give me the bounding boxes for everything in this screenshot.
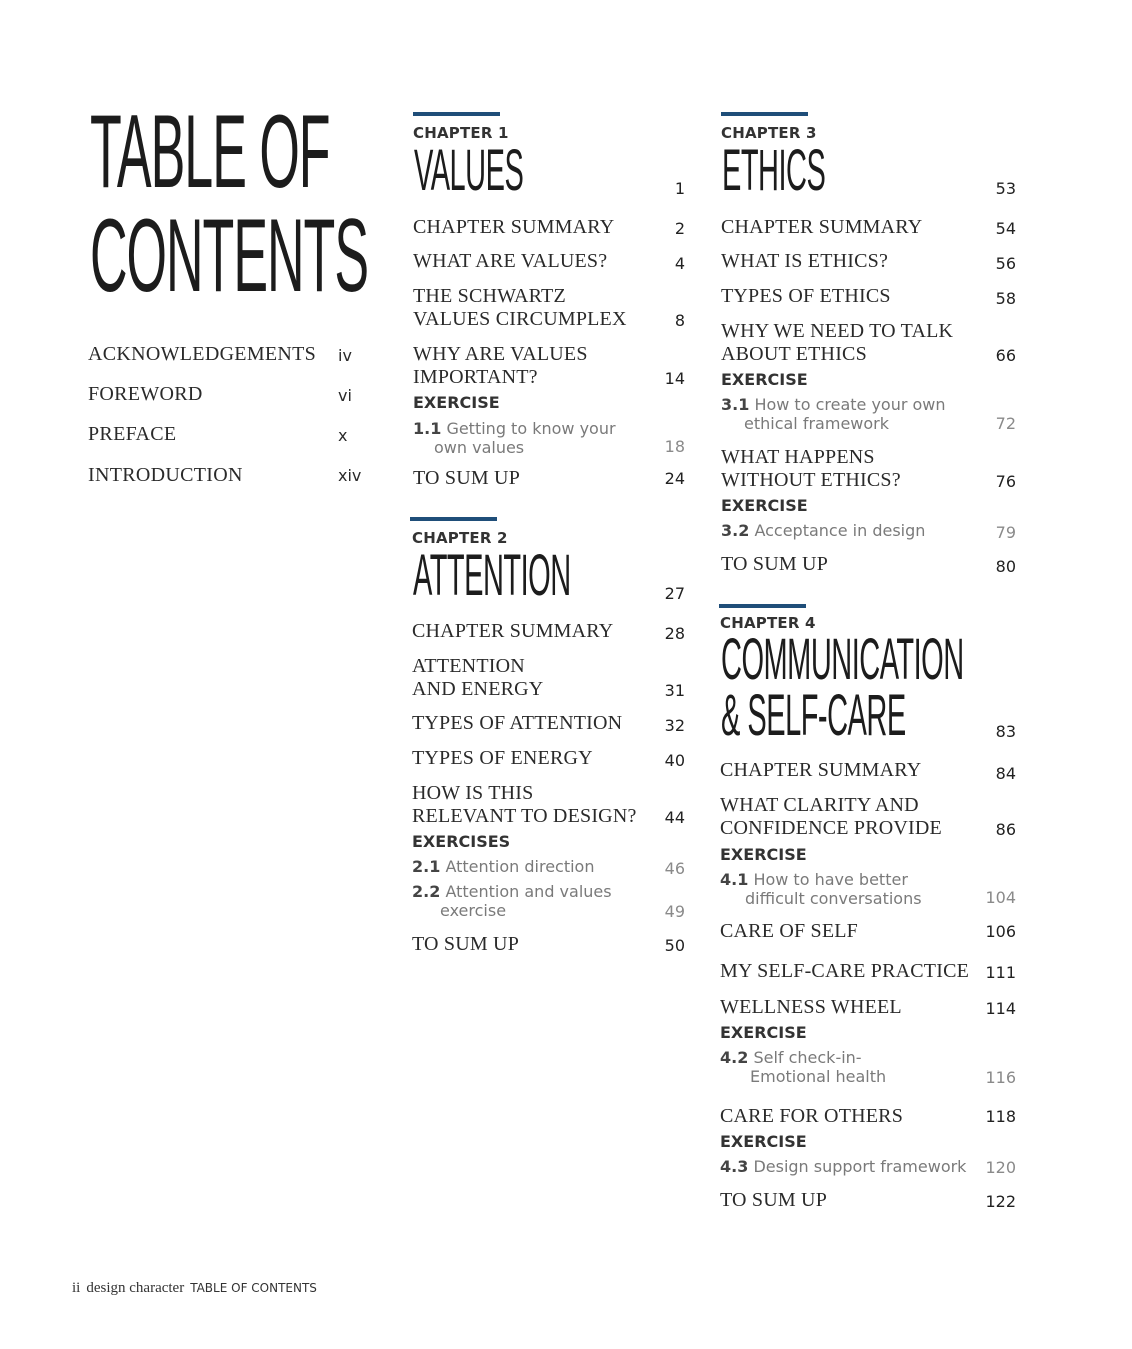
toc-entry-line: WHY WE NEED TO TALK xyxy=(721,320,954,342)
toc-entry-introduction[interactable]: INTRODUCTION xyxy=(88,464,243,486)
exercise-title: Attention and values xyxy=(445,882,612,901)
toc-page: 79 xyxy=(995,523,1016,542)
exercise-title: Getting to know your xyxy=(446,419,616,438)
toc-page: 58 xyxy=(995,289,1016,308)
exercise-item[interactable] xyxy=(720,1048,886,1086)
toc-page: 122 xyxy=(985,1192,1016,1211)
toc-entry-line: ATTENTION xyxy=(412,655,525,677)
chapter-1-page: 1 xyxy=(674,179,685,198)
exercise-heading: EXERCISE xyxy=(413,393,500,412)
toc-entry[interactable] xyxy=(413,343,588,389)
toc-entry[interactable] xyxy=(413,285,627,331)
toc-page: 104 xyxy=(985,888,1016,907)
toc-page: 46 xyxy=(664,859,685,878)
footer-section-title: TABLE OF CONTENTS xyxy=(190,1281,317,1295)
toc-entry-line: THE SCHWARTZ xyxy=(413,285,566,307)
chapter-2-accent-bar xyxy=(410,517,497,521)
exercise-number: 2.1 xyxy=(412,857,441,876)
page-footer xyxy=(72,1279,317,1297)
toc-entry-line: CONFIDENCE PROVIDE xyxy=(720,817,942,839)
toc-entry-line: VALUES CIRCUMPLEX xyxy=(413,308,627,330)
toc-page-introduction: xiv xyxy=(338,466,362,485)
toc-entry-line: WHAT CLARITY AND xyxy=(720,794,919,816)
chapter-3-page: 53 xyxy=(995,179,1016,198)
chapter-3-label: CHAPTER 3 xyxy=(721,124,817,142)
toc-entry-preface[interactable]: PREFACE xyxy=(88,423,177,445)
toc-page: 32 xyxy=(664,716,685,735)
toc-page: 86 xyxy=(995,820,1016,839)
chapter-4-label: CHAPTER 4 xyxy=(720,614,816,632)
toc-page-foreword: vi xyxy=(338,386,352,405)
toc-page: 50 xyxy=(664,936,685,955)
toc-entry-sum-up[interactable]: TO SUM UP xyxy=(720,1189,828,1211)
toc-entry-sum-up[interactable]: TO SUM UP xyxy=(721,553,829,575)
toc-entry[interactable] xyxy=(721,446,901,492)
exercise-number: 4.2 xyxy=(720,1048,749,1067)
chapter-2-title[interactable]: ATTENTION xyxy=(413,543,571,608)
chapter-2-page: 27 xyxy=(664,584,685,603)
toc-page: 114 xyxy=(985,999,1016,1018)
chapter-1-accent-bar xyxy=(413,112,500,116)
toc-entry[interactable] xyxy=(720,794,942,840)
chapter-4-accent-bar xyxy=(719,604,806,608)
exercise-number: 3.1 xyxy=(721,395,750,414)
toc-entry-line: RELEVANT TO DESIGN? xyxy=(412,805,637,827)
toc-page: 80 xyxy=(995,557,1016,576)
exercise-title: Attention direction xyxy=(445,857,595,876)
toc-entry[interactable]: WHAT IS ETHICS? xyxy=(721,250,889,272)
exercise-number: 2.2 xyxy=(412,882,441,901)
exercise-number: 1.1 xyxy=(413,419,442,438)
chapter-3-accent-bar xyxy=(721,112,808,116)
page-title-line-1: TABLE OF xyxy=(90,94,330,210)
exercise-number: 4.1 xyxy=(720,870,749,889)
toc-entry[interactable]: CHAPTER SUMMARY xyxy=(720,759,922,781)
toc-page: 66 xyxy=(995,346,1016,365)
exercise-heading: EXERCISE xyxy=(720,1023,807,1042)
footer-book-title: design character xyxy=(86,1280,185,1296)
exercise-number: 4.3 xyxy=(720,1157,749,1176)
toc-page: 116 xyxy=(985,1068,1016,1087)
toc-page: 111 xyxy=(985,963,1016,982)
toc-page: 49 xyxy=(664,902,685,921)
chapter-3-title[interactable]: ETHICS xyxy=(722,138,826,203)
chapter-4-title-line-2: & SELF-CARE xyxy=(721,683,906,748)
exercise-title: Self check-in- xyxy=(753,1048,862,1067)
toc-page: 24 xyxy=(664,469,685,488)
page-title-line-2: CONTENTS xyxy=(90,198,368,314)
toc-page: 31 xyxy=(664,681,685,700)
toc-page: 14 xyxy=(664,369,685,388)
toc-entry[interactable]: WHAT ARE VALUES? xyxy=(413,250,608,272)
toc-page: 40 xyxy=(664,751,685,770)
toc-page-preface: x xyxy=(338,426,348,445)
toc-page: 56 xyxy=(995,254,1016,273)
chapter-1-title[interactable]: VALUES xyxy=(414,138,524,203)
exercise-title-line: ethical framework xyxy=(744,414,889,433)
toc-entry[interactable]: CHAPTER SUMMARY xyxy=(721,216,923,238)
toc-entry-foreword[interactable]: FOREWORD xyxy=(88,383,203,405)
toc-entry-line: WHAT HAPPENS xyxy=(721,446,875,468)
toc-entry[interactable]: CARE OF SELF xyxy=(720,920,858,942)
toc-page: 106 xyxy=(985,922,1016,941)
toc-entry[interactable] xyxy=(721,320,953,366)
toc-entry-line: AND ENERGY xyxy=(412,678,544,700)
chapter-1-label: CHAPTER 1 xyxy=(413,124,509,142)
toc-entry[interactable]: CHAPTER SUMMARY xyxy=(413,216,615,238)
toc-entry-line: WITHOUT ETHICS? xyxy=(721,469,901,491)
toc-entry[interactable]: MY SELF-CARE PRACTICE xyxy=(720,960,970,982)
toc-entry-line: WHY ARE VALUES xyxy=(413,343,588,365)
toc-entry-sum-up[interactable]: TO SUM UP xyxy=(412,933,520,955)
exercise-item[interactable] xyxy=(413,419,616,457)
toc-page: 28 xyxy=(664,624,685,643)
toc-entry-line: IMPORTANT? xyxy=(413,366,538,388)
exercise-title-line: exercise xyxy=(440,901,507,920)
toc-entry-sum-up[interactable]: TO SUM UP xyxy=(413,467,521,489)
toc-page: 8 xyxy=(674,311,685,330)
toc-entry[interactable]: CHAPTER SUMMARY xyxy=(412,620,614,642)
exercise-item[interactable] xyxy=(721,521,925,540)
exercise-item[interactable] xyxy=(412,857,594,876)
toc-page: 76 xyxy=(995,472,1016,491)
exercise-title: How to have better xyxy=(753,870,908,889)
toc-entry[interactable] xyxy=(412,655,543,701)
exercise-item[interactable] xyxy=(720,1157,966,1176)
footer-page-number: ii xyxy=(72,1280,81,1296)
toc-page: 18 xyxy=(664,437,685,456)
toc-entry[interactable]: WELLNESS WHEEL xyxy=(720,996,902,1018)
toc-entry-line: ABOUT ETHICS xyxy=(721,343,867,365)
exercise-item[interactable] xyxy=(721,395,946,433)
exercise-item[interactable] xyxy=(720,870,922,908)
exercise-heading: EXERCISE xyxy=(720,845,807,864)
exercise-item[interactable] xyxy=(412,882,612,920)
toc-entry[interactable]: TYPES OF ETHICS xyxy=(721,285,891,307)
toc-page: 72 xyxy=(995,414,1016,433)
toc-page: 54 xyxy=(995,219,1016,238)
exercise-heading: EXERCISES xyxy=(412,832,511,851)
chapter-4-page: 83 xyxy=(995,722,1016,741)
toc-page: 2 xyxy=(674,219,685,238)
exercise-title-line: own values xyxy=(434,438,525,457)
exercise-title-line: difficult conversations xyxy=(745,889,922,908)
exercise-title-line: Emotional health xyxy=(750,1067,887,1086)
toc-page: 120 xyxy=(985,1158,1016,1177)
toc-page: 84 xyxy=(995,764,1016,783)
chapter-4-title[interactable] xyxy=(721,627,964,748)
toc-page: 118 xyxy=(985,1107,1016,1126)
exercise-title: Design support framework xyxy=(753,1157,967,1176)
toc-entry-acknowledgements[interactable]: ACKNOWLEDGEMENTS xyxy=(88,343,317,365)
exercise-title: How to create your own xyxy=(754,395,946,414)
toc-entry[interactable] xyxy=(412,782,637,828)
toc-entry[interactable]: TYPES OF ATTENTION xyxy=(412,712,623,734)
exercise-heading: EXERCISE xyxy=(721,370,808,389)
chapter-4-title-line-1: COMMUNICATION xyxy=(721,627,964,692)
toc-entry[interactable]: CARE FOR OTHERS xyxy=(720,1105,904,1127)
chapter-2-label: CHAPTER 2 xyxy=(412,529,508,547)
toc-page: 44 xyxy=(664,808,685,827)
exercise-heading: EXERCISE xyxy=(720,1132,807,1151)
exercise-title: Acceptance in design xyxy=(754,521,926,540)
exercise-heading: EXERCISE xyxy=(721,496,808,515)
toc-entry-line: HOW IS THIS xyxy=(412,782,534,804)
page-title xyxy=(90,94,368,314)
toc-page-acknowledgements: iv xyxy=(338,346,352,365)
exercise-number: 3.2 xyxy=(721,521,750,540)
toc-page: 4 xyxy=(674,254,685,273)
toc-entry[interactable]: TYPES OF ENERGY xyxy=(412,747,593,769)
